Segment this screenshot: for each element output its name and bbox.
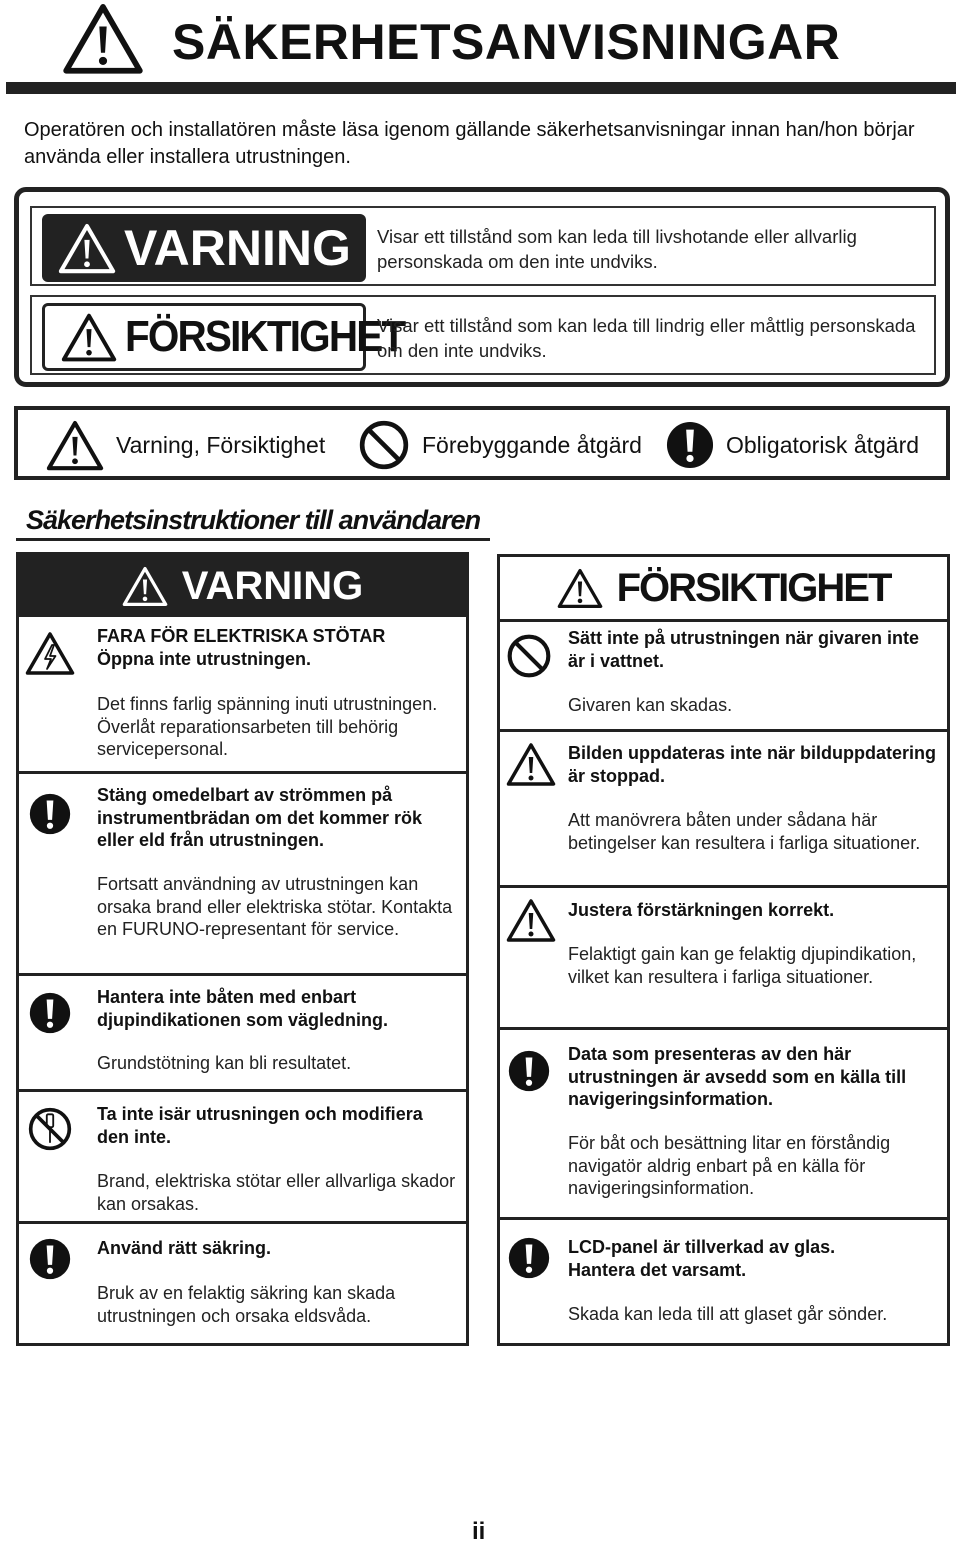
header-rule (6, 82, 956, 94)
legend-label: Obligatorisk åtgärd (726, 431, 920, 458)
item-separator (500, 729, 947, 732)
item-separator (19, 973, 466, 976)
warning-column (16, 552, 469, 1346)
caution-column-header (500, 557, 947, 622)
signal-row-warning (30, 206, 936, 286)
mandatory-action-icon (29, 992, 71, 1034)
item-body: Brand, elektriska stötar eller allvarliga skador kan orsakas. (97, 1171, 456, 1214)
item-body: Grundstötning kan bli resultatet. (97, 1053, 352, 1073)
item-body: Skada kan leda till att glaset går sönder. (568, 1304, 888, 1324)
caution-description: Visar ett tillstånd som kan leda till lindrig eller måttlig personskada om den inte undviks. (377, 315, 916, 361)
warning-triangle-icon (506, 897, 556, 943)
item-separator (19, 1221, 466, 1224)
mandatory-action-icon (29, 1238, 71, 1280)
item-separator (19, 1089, 466, 1092)
item-title: Sätt inte på utrustningen när givaren inte är i vattnet. (568, 628, 920, 671)
signal-row-caution (30, 295, 936, 375)
item-title: Justera förstärkningen korrekt. (568, 900, 835, 920)
symbol-legend (14, 406, 950, 480)
warning-column-title: VARNING (181, 563, 364, 608)
warning-triangle-icon (46, 419, 104, 471)
item-separator (19, 771, 466, 774)
item-title: Hantera inte båten med enbart djupindikationen som vägledning. (97, 987, 389, 1030)
mandatory-action-icon (666, 421, 714, 469)
warning-triangle-icon (506, 741, 556, 787)
legend-label: Varning, Försiktighet (116, 431, 326, 458)
legend-item-mandatory (666, 418, 919, 472)
intro-text: Operatören och installatören måste läsa igenom gällande säkerhetsanvisningar innan han/hon börjar använda eller installera utrustningen. (24, 119, 915, 168)
caution-column (497, 554, 950, 1346)
warning-column-header (19, 555, 466, 617)
item-title: Använd rätt säkring. (97, 1238, 272, 1258)
section-rule (16, 538, 490, 541)
item-title: LCD-panel är tillverkad av glas. Hantera det varsamt. (568, 1237, 836, 1280)
signal-word-box (14, 187, 950, 387)
section-title: Säkerhetsinstruktioner till användaren (26, 505, 481, 535)
page-number: ii (472, 1518, 486, 1545)
item-body: Felaktigt gain kan ge felaktig djupindikation, vilket kan resultera i farliga situationer. (568, 944, 917, 987)
warning-description: Visar ett tillstånd som kan leda till livshotande eller allvarlig personskada om den inte undviks. (377, 226, 857, 272)
item-title: Stäng omedelbart av strömmen på instrumentbrädan om det kommer rök eller eld från utrustningen. (97, 785, 423, 850)
item-body: Det finns farlig spänning inuti utrustningen. Överlåt reparationsarbeten till behörig servicepersonal. (97, 694, 438, 759)
warning-label: VARNING (124, 220, 351, 276)
mandatory-action-icon (29, 793, 71, 835)
warning-triangle-icon (557, 567, 603, 609)
warning-triangle-icon (61, 312, 117, 362)
prohibition-icon (358, 419, 410, 471)
item-body: Bruk av en felaktig säkring kan skada utrustningen och orsaka eldsvåda. (97, 1283, 396, 1326)
item-title: Data som presenteras av den här utrustningen är avsedd som en källa till navigeringsinformation. (568, 1044, 907, 1109)
item-body: Att manövrera båten under sådana här betingelser kan resultera i farliga situationer. (568, 810, 921, 853)
caution-label: FÖRSIKTIGHET (125, 312, 405, 361)
no-disassembly-icon (27, 1106, 73, 1152)
warning-triangle-icon (62, 2, 144, 74)
caution-column-title: FÖRSIKTIGHET (616, 565, 891, 610)
caution-badge (42, 303, 405, 371)
legend-label: Förebyggande åtgärd (422, 431, 642, 458)
legend-item-warning (46, 418, 325, 472)
item-separator (500, 1217, 947, 1220)
page-title: SÄKERHETSANVISNINGAR (172, 14, 841, 70)
item-body: Givaren kan skadas. (568, 695, 733, 715)
mandatory-action-icon (508, 1237, 550, 1279)
item-body: Fortsatt användning av utrustningen kan orsaka brand eller elektriska stötar. Kontakta en FURUNO-representant för service. (97, 874, 453, 939)
prohibition-icon (506, 633, 552, 679)
warning-triangle-icon (122, 565, 168, 607)
item-body: För båt och besättning litar en förståndig navigatör aldrig enbart på en källa för navigeringsinformation. (568, 1133, 891, 1198)
legend-item-prevention (358, 418, 642, 472)
item-separator (500, 1027, 947, 1030)
warning-badge (42, 214, 366, 282)
item-separator (500, 885, 947, 888)
item-title: FARA FÖR ELEKTRISKA STÖTAR Öppna inte utrustningen. (97, 626, 386, 669)
mandatory-action-icon (508, 1050, 550, 1092)
warning-triangle-icon (58, 222, 116, 274)
item-title: Ta inte isär utrusningen och modifiera den inte. (97, 1104, 423, 1147)
electric-shock-icon (25, 631, 75, 675)
item-title: Bilden uppdateras inte när bilduppdatering är stoppad. (568, 743, 937, 786)
